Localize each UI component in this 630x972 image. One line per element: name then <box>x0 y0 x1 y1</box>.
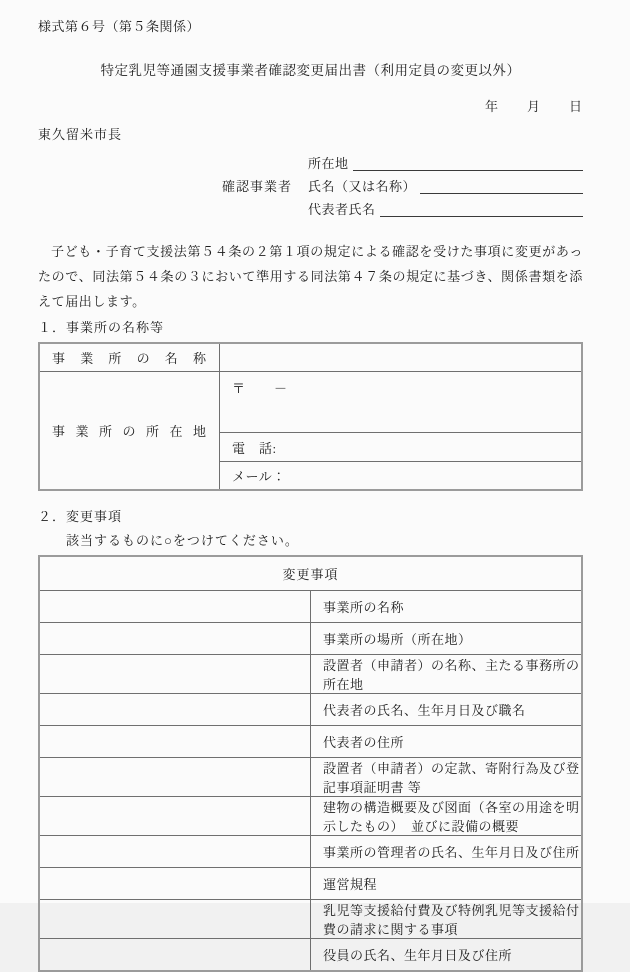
change-items-table <box>38 555 583 972</box>
name-label: 氏名（又は名称） <box>308 179 417 194</box>
circle-mark-cell <box>39 797 311 836</box>
section2-heading: ２．変更事項 <box>38 509 123 524</box>
change-item: 建物の構造概要及び図面（各室の用途を明示したもの） 並びに設備の概要 <box>311 797 583 836</box>
operator-representative-row <box>222 195 583 218</box>
table-row <box>39 900 582 939</box>
table-row <box>39 758 582 797</box>
table-header-row <box>39 556 582 591</box>
circle-mark-cell <box>39 758 311 797</box>
location-label: 所在地 <box>308 156 349 171</box>
change-item: 設置者（申請者）の定款、寄附行為及び登記事項証明書 等 <box>311 758 583 797</box>
operator-role-label: 確認事業者 <box>222 179 293 194</box>
change-item: 運営規程 <box>311 868 583 900</box>
change-item: 設置者（申請者）の名称、主たる事務所の所在地 <box>311 655 583 694</box>
mail-cell: メール： <box>220 462 583 491</box>
phone-cell: 電 話: <box>220 433 583 462</box>
table-row <box>39 939 582 972</box>
table-row <box>39 343 582 372</box>
office-name-value-cell <box>220 343 583 372</box>
circle-mark-cell <box>39 591 311 623</box>
circle-mark-cell <box>39 726 311 758</box>
circle-mark-cell <box>39 939 311 972</box>
table-row <box>39 655 582 694</box>
change-item: 代表者の氏名、生年月日及び職名 <box>311 694 583 726</box>
document-title: 特定乳児等通園支援事業者確認変更届出書（利用定員の変更以外） <box>100 63 521 78</box>
table-row <box>39 726 582 758</box>
table-row <box>39 836 582 868</box>
change-item: 乳児等支援給付費及び特例乳児等支援給付費の請求に関する事項 <box>311 900 583 939</box>
name-fill-line <box>420 193 583 194</box>
body-paragraph: 子ども・子育て支援法第５４条の２第１項の規定による確認を受けた事項に変更があったので、同法第５４条の３において準用する同法第４７条の規定に基づき、関係書類を添えて届出します。 <box>38 244 583 309</box>
operator-block <box>222 149 583 218</box>
circle-mark-cell <box>39 900 311 939</box>
circle-mark-cell <box>39 694 311 726</box>
representative-label: 代表者氏名 <box>308 202 376 217</box>
date-line: 年 月 日 <box>484 99 583 114</box>
change-item: 事業所の場所（所在地） <box>311 623 583 655</box>
change-item: 役員の氏名、生年月日及び住所 <box>311 939 583 972</box>
circle-mark-cell <box>39 868 311 900</box>
circle-mark-cell <box>39 655 311 694</box>
form-number: 様式第６号（第５条関係） <box>38 19 201 34</box>
circle-mark-cell <box>39 623 311 655</box>
operator-name-row <box>222 172 583 195</box>
table-row <box>39 797 582 836</box>
table-row <box>39 694 582 726</box>
table-row <box>39 868 582 900</box>
location-fill-line <box>353 170 583 171</box>
office-address-label-cell: 事業所の所在地 <box>39 372 220 491</box>
change-item: 事業所の名称 <box>311 591 583 623</box>
table-row <box>39 591 582 623</box>
change-item: 事業所の管理者の氏名、生年月日及び住所 <box>311 836 583 868</box>
representative-fill-line <box>380 216 583 217</box>
operator-location-row <box>222 149 583 172</box>
change-items-header: 変更事項 <box>39 556 582 591</box>
table-row <box>39 623 582 655</box>
table-row <box>39 372 582 433</box>
circle-mark-cell <box>39 836 311 868</box>
change-item: 代表者の住所 <box>311 726 583 758</box>
office-info-table <box>38 342 583 491</box>
section1-heading: １．事業所の名称等 <box>38 320 165 335</box>
postal-code-cell: 〒 － <box>220 372 583 433</box>
addressee: 東久留米市長 <box>38 127 123 142</box>
office-name-label-cell: 事業所の名称 <box>39 343 220 372</box>
section2-note: 該当するものに○をつけてください。 <box>66 533 299 548</box>
